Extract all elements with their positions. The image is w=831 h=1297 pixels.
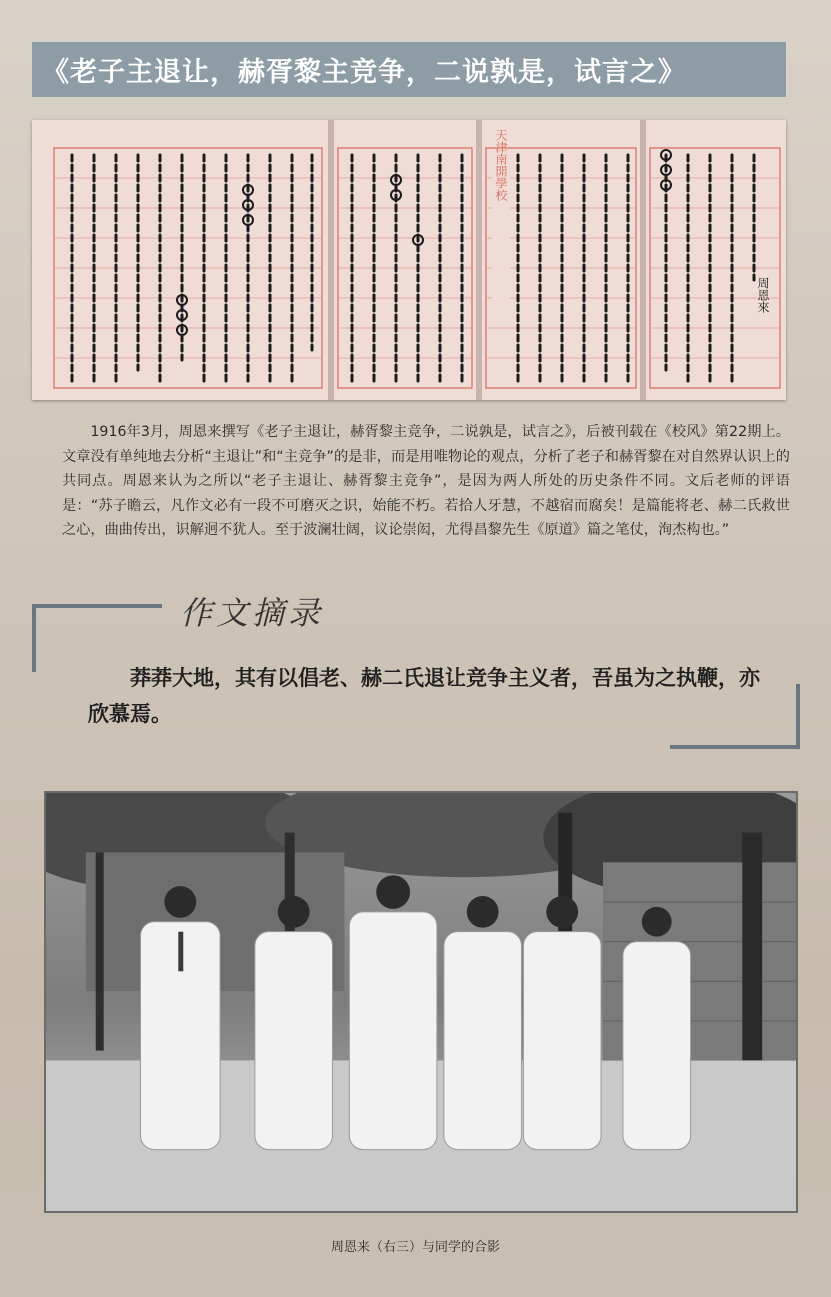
title-bar: [32, 42, 786, 97]
page-title: 《老子主退让，赫胥黎主竞争，二说孰是，试言之》: [42, 57, 686, 88]
photo-caption: 周恩来（右三）与同学的合影: [330, 1240, 500, 1255]
excerpt-heading: 作文摘录: [180, 594, 325, 632]
manuscript-description: 1916年3月，周恩来撰写《老子主退让，赫胥黎主竞争，二说孰是，试言之》，后被刊载在《校风》第22期上。文章没有单纯地去分析“主退让”和“主竞争”的是非，而是用唯物论的观点，分析了老子和赫胥黎在对自然界认识上的共同点。周恩来认为之所以“老子主退让、赫胥黎主竞争”，是因为两人所处的历史条件不同。文后老师的评语是：“苏子瞻云，凡作文必有一段不可磨灭之识，始能不朽。若拾人牙慧，不越宿而腐矣！是篇能将老、赫二氏救世之心，曲曲传出，识解迥不犹人。至于波澜壮阔，议论崇闳，尤得昌黎先生《原道》篇之笔仗，洵杰构也。”: [62, 424, 790, 538]
frame-line-right: [796, 684, 800, 749]
author-signature: 周恩來: [756, 277, 770, 313]
group-photo: [44, 791, 798, 1213]
frame-line-bottom: [670, 745, 800, 749]
frame-line-top: [32, 604, 162, 608]
school-stamp: 天津南開學校: [494, 129, 508, 201]
frame-line-left: [32, 604, 36, 672]
group-photo-drawing: [46, 793, 796, 1211]
manuscript-image: [32, 120, 786, 400]
excerpt-body: 莽莽大地，其有以倡老、赫二氏退让竞争主义者，吾虽为之执鞭，亦欣慕焉。: [88, 665, 760, 726]
manuscript-drawing: [32, 120, 786, 400]
